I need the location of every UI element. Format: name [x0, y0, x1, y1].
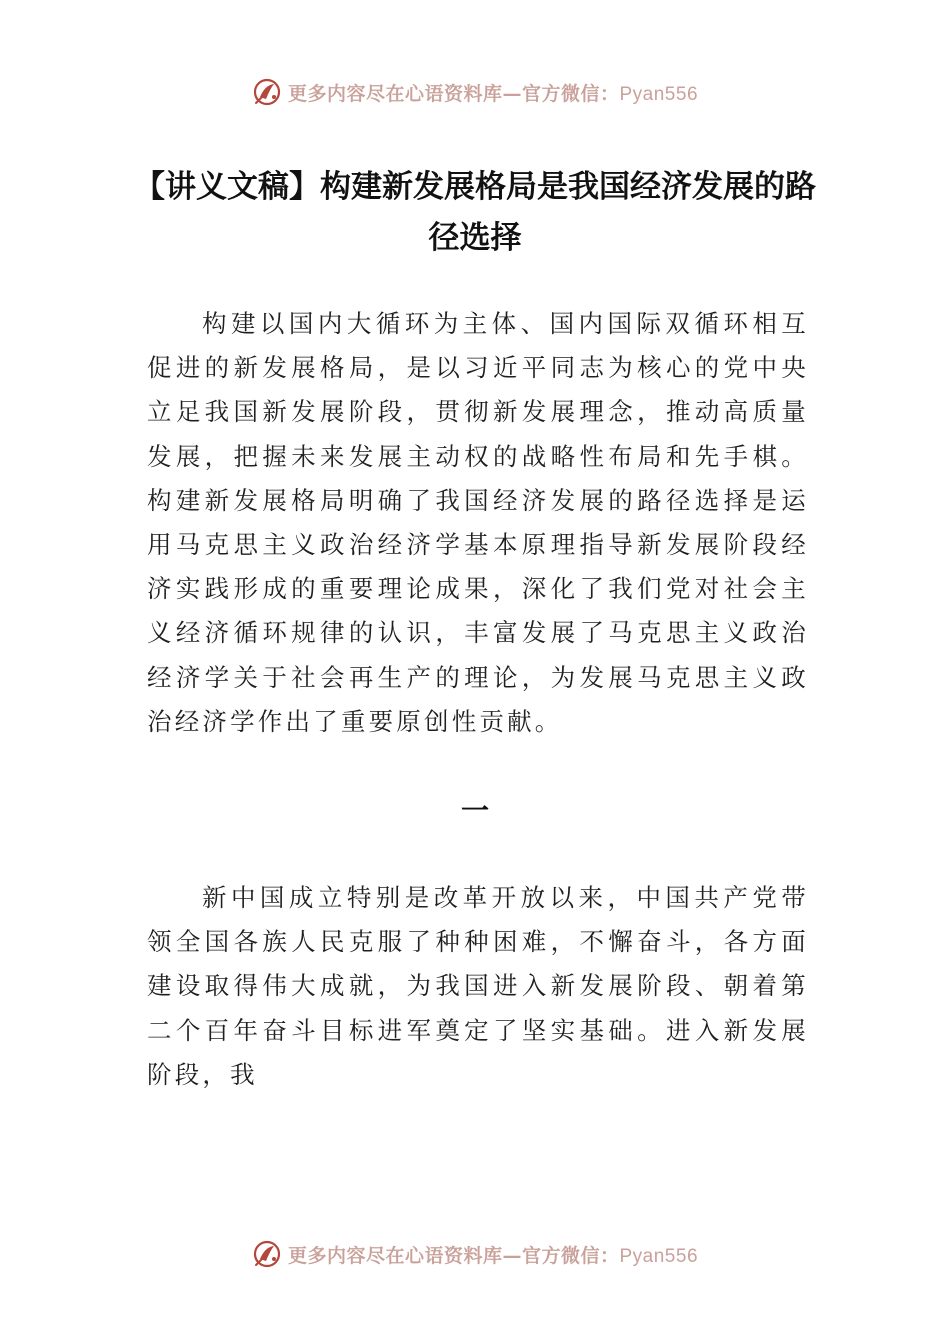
footer-watermark	[0, 1234, 950, 1274]
section-heading-number: 一	[460, 794, 489, 827]
body-paragraph-2: 新中国成立特别是改革开放以来，中国共产党带领全国各族人民克服了种种困难，不懈奋斗，各方面建设取得伟大成就，为我国进入新发展阶段、朝着第二个百年奋斗目标进军奠定了坚实基础。进入新发展阶段，我	[147, 883, 809, 1089]
watermark-wechat-id: Pyan556	[619, 83, 699, 105]
pen-logo-icon	[252, 1239, 282, 1269]
document-title: 【讲义文稿】构建新发展格局是我国经济发展的路径选择	[134, 169, 816, 256]
watermark-main-text: 更多内容尽在心语资料库—官方微信：	[287, 82, 620, 105]
watermark-text	[288, 79, 698, 106]
header-watermark	[0, 72, 950, 112]
watermark-main-text: 更多内容尽在心语资料库—官方微信：	[287, 1244, 620, 1267]
pen-logo-icon	[252, 77, 282, 107]
watermark-text	[288, 1241, 698, 1268]
watermark-wechat-id: Pyan556	[619, 1245, 699, 1267]
body-paragraph-1: 构建以国内大循环为主体、国内国际双循环相互促进的新发展格局，是以习近平同志为核心的党中央立足我国新发展阶段，贯彻新发展理念，推动高质量发展，把握未来发展主动权的战略性布局和先手棋。构建新发展格局明确了我国经济发展的路径选择是运用马克思主义政治经济学基本原理指导新发展阶段经济实践形成的重要理论成果，深化了我们党对社会主义经济循环规律的认识，丰富发展了马克思主义政治经济学关于社会再生产的理论，为发展马克思主义政治经济学作出了重要原创性贡献。	[147, 309, 809, 736]
